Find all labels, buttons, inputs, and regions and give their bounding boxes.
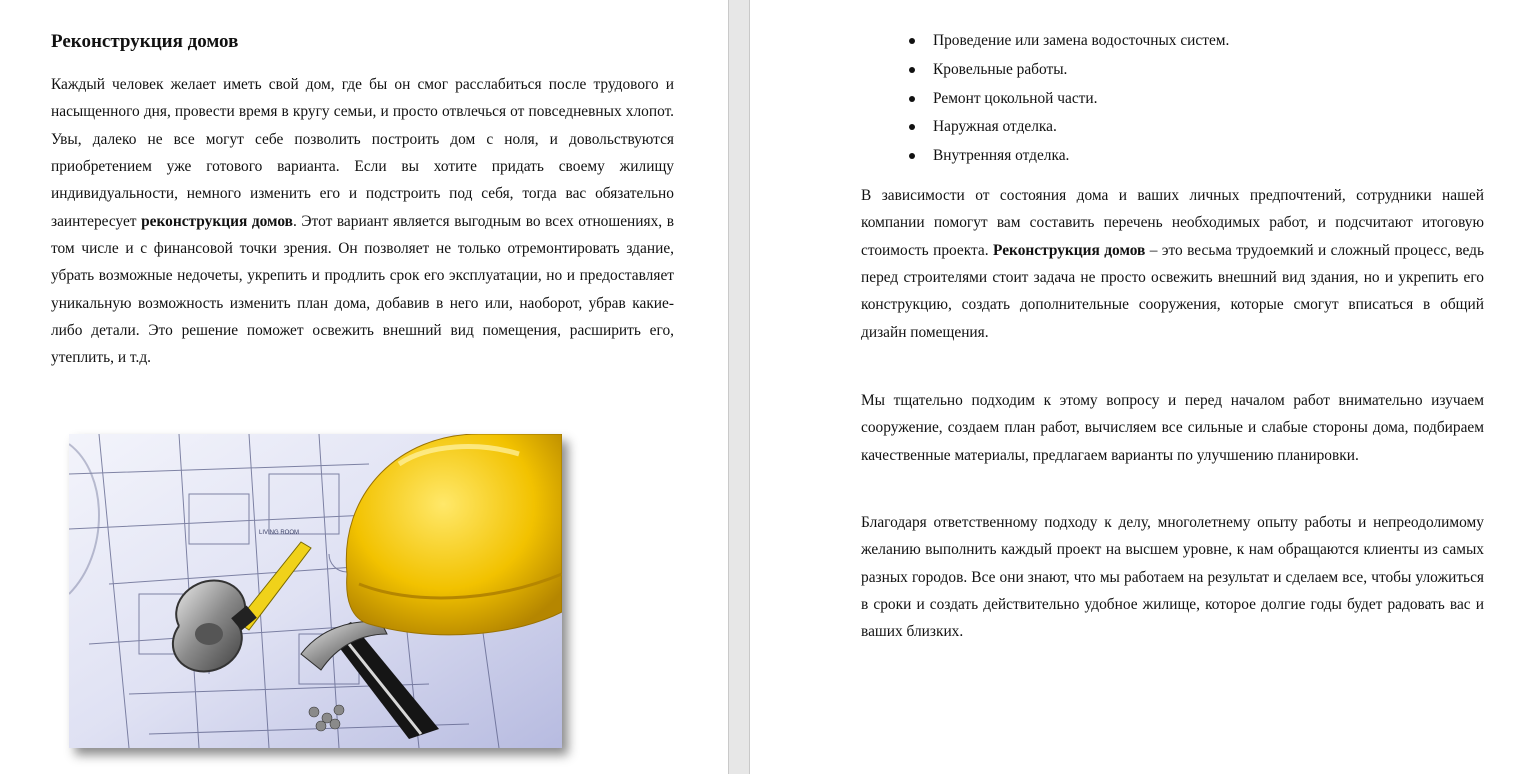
p1-text-1: В зависимости от состояния дома и ваших личных предпочтений, сотрудники нашей компании помогут вам составить перечень необходимых работ, и подсчитают итоговую стоимость проекта.	[861, 187, 1484, 259]
document-page-left	[0, 0, 728, 774]
p1-bold-keyword: Реконструкция домов	[993, 241, 1146, 259]
bullet-icon	[909, 38, 915, 44]
paragraph-approach: Мы тщательно подходим к этому вопросу и перед началом работ внимательно изучаем сооружение, создаем план работ, вычисляем все сильные и слабые стороны дома, подбираем качественные материалы, предлагаем варианты по улучшению планировки.	[861, 392, 1484, 464]
intro-text-2: . Этот вариант является выгодным во всех отношениях, в том числе и с финансовой точки зрения. Он позволяет не только отремонтировать здание, убрать возможные недочеты, укрепить и продлить срок его эксплуатации, но и предоставляет уникальную возможность изменить план дома, добавив в него или, наоборот, убрав какие-либо детали. Это решение поможет освежить внешний вид помещения, расширить его, утеплить, и т.д.	[51, 212, 674, 367]
paragraph-clients: Благодаря ответственному подходу к делу, многолетнему опыту работы и непреодолимому желанию выполнить каждый проект на высшем уровне, к нам обращаются клиенты из самых разных городов. Все они знают, что мы работаем на результат и сделаем все, чтобы уложиться в сроки и создать действительно удобное жилище, которое долгие годы будет радовать вас и ваших близких.	[861, 514, 1484, 641]
list-item: Внутренняя отделка.	[883, 142, 1229, 171]
intro-paragraph	[51, 71, 674, 372]
document-page-right	[750, 0, 1530, 774]
bullet-icon	[909, 124, 915, 130]
plan-label: LIVING ROOM	[259, 530, 300, 536]
intro-bold-keyword: реконструкция домов	[141, 212, 293, 230]
page-title: Реконструкция домов	[51, 31, 239, 52]
bullet-icon	[909, 153, 915, 159]
list-item: Наружная отделка.	[883, 113, 1229, 142]
gutter-edge-left	[728, 0, 729, 774]
p1-text-2: – это весьма трудоемкий и сложный процесс, ведь перед строителями стоит задача не просто освежить внешний вид здания, но и укрепить его конструкцию, создать дополнительные сооружения, которые смогут вписаться в общий дизайн помещения.	[861, 241, 1485, 341]
intro-text-1: Каждый человек желает иметь свой дом, где бы он смог расслабиться после трудового и насыщенного дня, провести время в кругу семьи, и просто отвлечься от повседневных хлопот. Увы, далеко не все могут себе позволить построить дом с ноля, и довольствуются приобретением уже готового варианта. Если вы хотите придать своему жилищу индивидуальности, немного изменить его и подстроить под себя, тогда вас обязательно заинтересует	[51, 76, 674, 230]
bullet-icon	[909, 67, 915, 73]
list-item: Ремонт цокольной части.	[883, 85, 1229, 114]
services-list	[883, 27, 1229, 171]
bullet-icon	[909, 96, 915, 102]
list-item: Кровельные работы.	[883, 56, 1229, 85]
construction-photo	[69, 434, 562, 748]
paragraph-preferences	[861, 182, 1484, 346]
list-item: Проведение или замена водосточных систем.	[883, 27, 1229, 56]
